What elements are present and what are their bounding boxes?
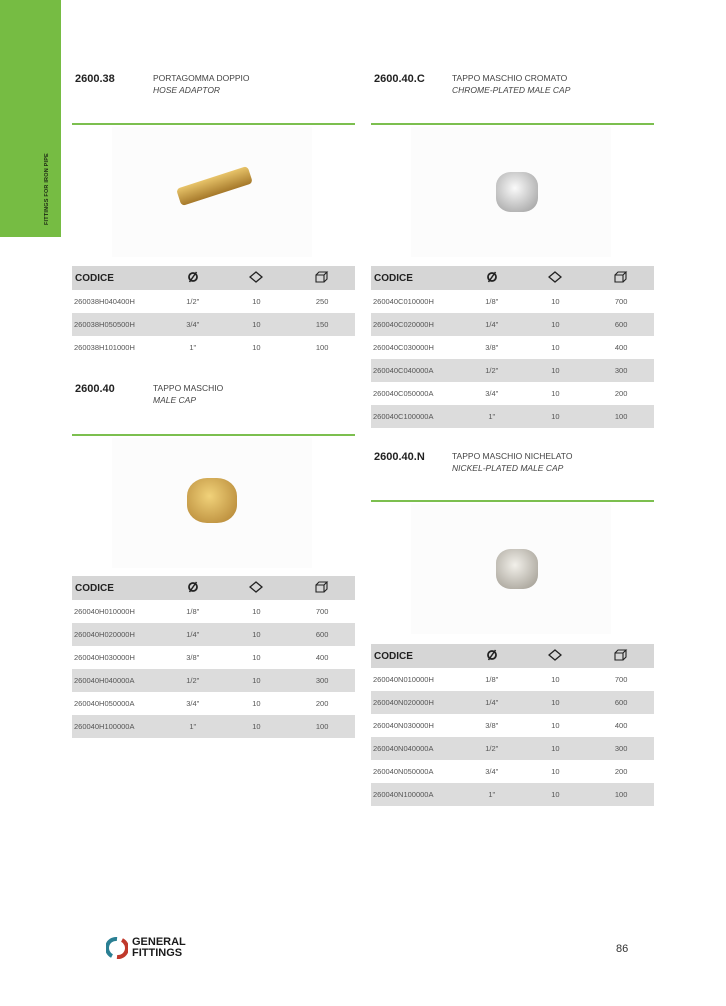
- pack-qty-cell: 10: [522, 783, 588, 806]
- pack-qty-cell: 10: [252, 653, 261, 662]
- size-cell: 3/8": [186, 653, 200, 662]
- size-cell: 1": [461, 783, 522, 806]
- product-title-en: MALE CAP: [153, 395, 196, 405]
- box-qty-cell: 250: [315, 297, 329, 306]
- pack-qty-cell: 10: [223, 669, 289, 692]
- pack-qty-cell: 10: [551, 767, 560, 776]
- box-qty-cell: 100: [588, 405, 654, 428]
- product-title-it: TAPPO MASCHIO CROMATO: [452, 73, 568, 83]
- pack-qty-cell: 10: [551, 389, 560, 398]
- table-header: [72, 266, 355, 290]
- pack-qty-cell: 10: [252, 607, 261, 616]
- size-cell: 1/8": [485, 675, 499, 684]
- table-row: [371, 668, 654, 691]
- diameter-icon: [461, 644, 522, 668]
- size-cell: 3/8": [485, 343, 499, 352]
- product-table: [72, 576, 355, 738]
- product-table: [72, 266, 355, 359]
- table-row: [72, 290, 355, 313]
- product-title-en: HOSE ADAPTOR: [153, 85, 221, 95]
- diameter-icon: [162, 576, 223, 600]
- table-row: [72, 623, 355, 646]
- table-row: [371, 290, 654, 313]
- product-code-cell: 260040H040000A: [72, 669, 162, 692]
- product-code-cell: 260040N040000A: [371, 737, 461, 760]
- size-cell: 1/8": [485, 297, 499, 306]
- diamond-pack-icon: [223, 576, 289, 600]
- product-code-cell: 260040N030000H: [373, 721, 434, 730]
- side-tab-label: FITTINGS FOR IRON PIPE: [44, 153, 50, 225]
- product-code-cell: 260040H030000H: [74, 653, 135, 662]
- product-code-cell: 260040C040000A: [371, 359, 461, 382]
- size-cell: 1": [162, 715, 223, 738]
- codice-header: CODICE: [371, 266, 461, 290]
- product-image: [411, 504, 611, 634]
- section-side-tab: [0, 0, 61, 237]
- table-row: [371, 783, 654, 806]
- box-qty-cell: 600: [289, 623, 355, 646]
- box-qty-cell: 100: [289, 715, 355, 738]
- pack-qty-cell: 10: [223, 313, 289, 336]
- box-qty-cell: 100: [315, 343, 329, 352]
- pack-qty-cell: 10: [223, 623, 289, 646]
- size-cell: 3/4": [485, 389, 499, 398]
- table-row: [371, 714, 654, 737]
- box-qty-cell: 600: [588, 313, 654, 336]
- product-title-it: TAPPO MASCHIO: [153, 383, 224, 393]
- product-code-cell: 260038H101000H: [74, 343, 135, 352]
- pack-qty-cell: 10: [551, 343, 560, 352]
- diameter-icon: [162, 266, 223, 290]
- size-cell: 1": [189, 343, 197, 352]
- page-number: 86: [616, 943, 629, 955]
- pack-qty-cell: 10: [522, 359, 588, 382]
- table-row: [371, 382, 654, 405]
- table-row: [371, 336, 654, 359]
- size-cell: 3/4": [162, 313, 223, 336]
- size-cell: 3/4": [186, 699, 200, 708]
- size-cell: 1/4": [162, 623, 223, 646]
- size-cell: 1": [461, 405, 522, 428]
- pack-qty-cell: 10: [522, 405, 588, 428]
- box-qty-cell: 600: [588, 691, 654, 714]
- product-code-cell: 260038H040400H: [74, 297, 135, 306]
- pack-qty-cell: 10: [252, 297, 261, 306]
- diamond-pack-icon: [522, 266, 588, 290]
- box-icon: [289, 576, 355, 600]
- product-code-cell: 260040N020000H: [371, 691, 461, 714]
- section-divider: [72, 434, 355, 436]
- box-qty-cell: 200: [315, 699, 329, 708]
- box-qty-cell: 200: [614, 767, 628, 776]
- box-qty-cell: 300: [588, 737, 654, 760]
- product-code: 2600.40: [75, 383, 115, 395]
- box-qty-cell: 300: [588, 359, 654, 382]
- product-code-cell: 260040C030000H: [373, 343, 434, 352]
- brand-line-2: FITTINGS: [132, 947, 183, 959]
- product-title-en: NICKEL-PLATED MALE CAP: [452, 463, 564, 473]
- logo-arrows-icon: [106, 936, 128, 960]
- size-cell: 1/4": [461, 691, 522, 714]
- product-code-cell: 260040H050000A: [74, 699, 135, 708]
- size-cell: 3/4": [485, 767, 499, 776]
- section-divider: [371, 123, 654, 125]
- codice-header: CODICE: [72, 266, 162, 290]
- product-code-cell: 260040H010000H: [74, 607, 135, 616]
- table-row: [371, 313, 654, 336]
- pack-qty-cell: 10: [252, 699, 261, 708]
- product-title-it: TAPPO MASCHIO NICHELATO: [452, 451, 573, 461]
- table-row: [72, 669, 355, 692]
- product-code-cell: 260040H100000A: [72, 715, 162, 738]
- pack-qty-cell: 10: [522, 313, 588, 336]
- size-cell: 1/2": [186, 297, 200, 306]
- pack-qty-cell: 10: [252, 343, 261, 352]
- product-title-it: PORTAGOMMA DOPPIO: [153, 73, 250, 83]
- box-qty-cell: 100: [588, 783, 654, 806]
- product-code-cell: 260040C010000H: [373, 297, 434, 306]
- table-row: [72, 600, 355, 623]
- table-row: [371, 737, 654, 760]
- product-image: [411, 127, 611, 257]
- table-row: [371, 405, 654, 428]
- box-qty-cell: 400: [614, 343, 628, 352]
- size-cell: 1/2": [162, 669, 223, 692]
- pack-qty-cell: 10: [551, 721, 560, 730]
- diamond-pack-icon: [522, 644, 588, 668]
- box-qty-cell: 400: [315, 653, 329, 662]
- table-header: [72, 576, 355, 600]
- pack-qty-cell: 10: [522, 737, 588, 760]
- codice-header: CODICE: [371, 644, 461, 668]
- size-cell: 3/8": [485, 721, 499, 730]
- product-code-cell: 260040H020000H: [72, 623, 162, 646]
- product-table: [371, 644, 654, 806]
- box-qty-cell: 700: [614, 675, 628, 684]
- box-qty-cell: 300: [289, 669, 355, 692]
- size-cell: 1/2": [461, 359, 522, 382]
- table-row: [371, 359, 654, 382]
- table-row: [72, 646, 355, 669]
- pack-qty-cell: 10: [223, 715, 289, 738]
- diameter-icon: [461, 266, 522, 290]
- brand-line-1: GENERAL: [132, 936, 186, 948]
- section-divider: [371, 500, 654, 502]
- section-divider: [72, 123, 355, 125]
- product-code-cell: 260040C020000H: [371, 313, 461, 336]
- brand-logo: [106, 936, 186, 960]
- box-icon: [588, 266, 654, 290]
- diamond-pack-icon: [223, 266, 289, 290]
- table-row: [72, 313, 355, 336]
- size-cell: 1/2": [461, 737, 522, 760]
- product-code-cell: 260040N010000H: [373, 675, 434, 684]
- codice-header: CODICE: [72, 576, 162, 600]
- size-cell: 1/4": [461, 313, 522, 336]
- size-cell: 1/8": [186, 607, 200, 616]
- box-qty-cell: 400: [614, 721, 628, 730]
- product-title-en: CHROME-PLATED MALE CAP: [452, 85, 571, 95]
- product-code-cell: 260038H050500H: [72, 313, 162, 336]
- product-code-cell: 260040N100000A: [371, 783, 461, 806]
- table-header: [371, 266, 654, 290]
- box-qty-cell: 200: [614, 389, 628, 398]
- pack-qty-cell: 10: [522, 691, 588, 714]
- product-image: [112, 438, 312, 568]
- product-code: 2600.40.C: [374, 73, 425, 85]
- product-image: [112, 127, 312, 257]
- table-row: [72, 336, 355, 359]
- table-header: [371, 644, 654, 668]
- box-qty-cell: 700: [315, 607, 329, 616]
- box-icon: [588, 644, 654, 668]
- product-code: 2600.38: [75, 73, 115, 85]
- product-code: 2600.40.N: [374, 451, 425, 463]
- table-row: [72, 715, 355, 738]
- product-code-cell: 260040N050000A: [373, 767, 434, 776]
- pack-qty-cell: 10: [551, 675, 560, 684]
- table-row: [371, 691, 654, 714]
- box-icon: [289, 266, 355, 290]
- box-qty-cell: 150: [289, 313, 355, 336]
- pack-qty-cell: 10: [551, 297, 560, 306]
- box-qty-cell: 700: [614, 297, 628, 306]
- table-row: [72, 692, 355, 715]
- table-row: [371, 760, 654, 783]
- product-code-cell: 260040C100000A: [371, 405, 461, 428]
- product-table: [371, 266, 654, 428]
- product-code-cell: 260040C050000A: [373, 389, 434, 398]
